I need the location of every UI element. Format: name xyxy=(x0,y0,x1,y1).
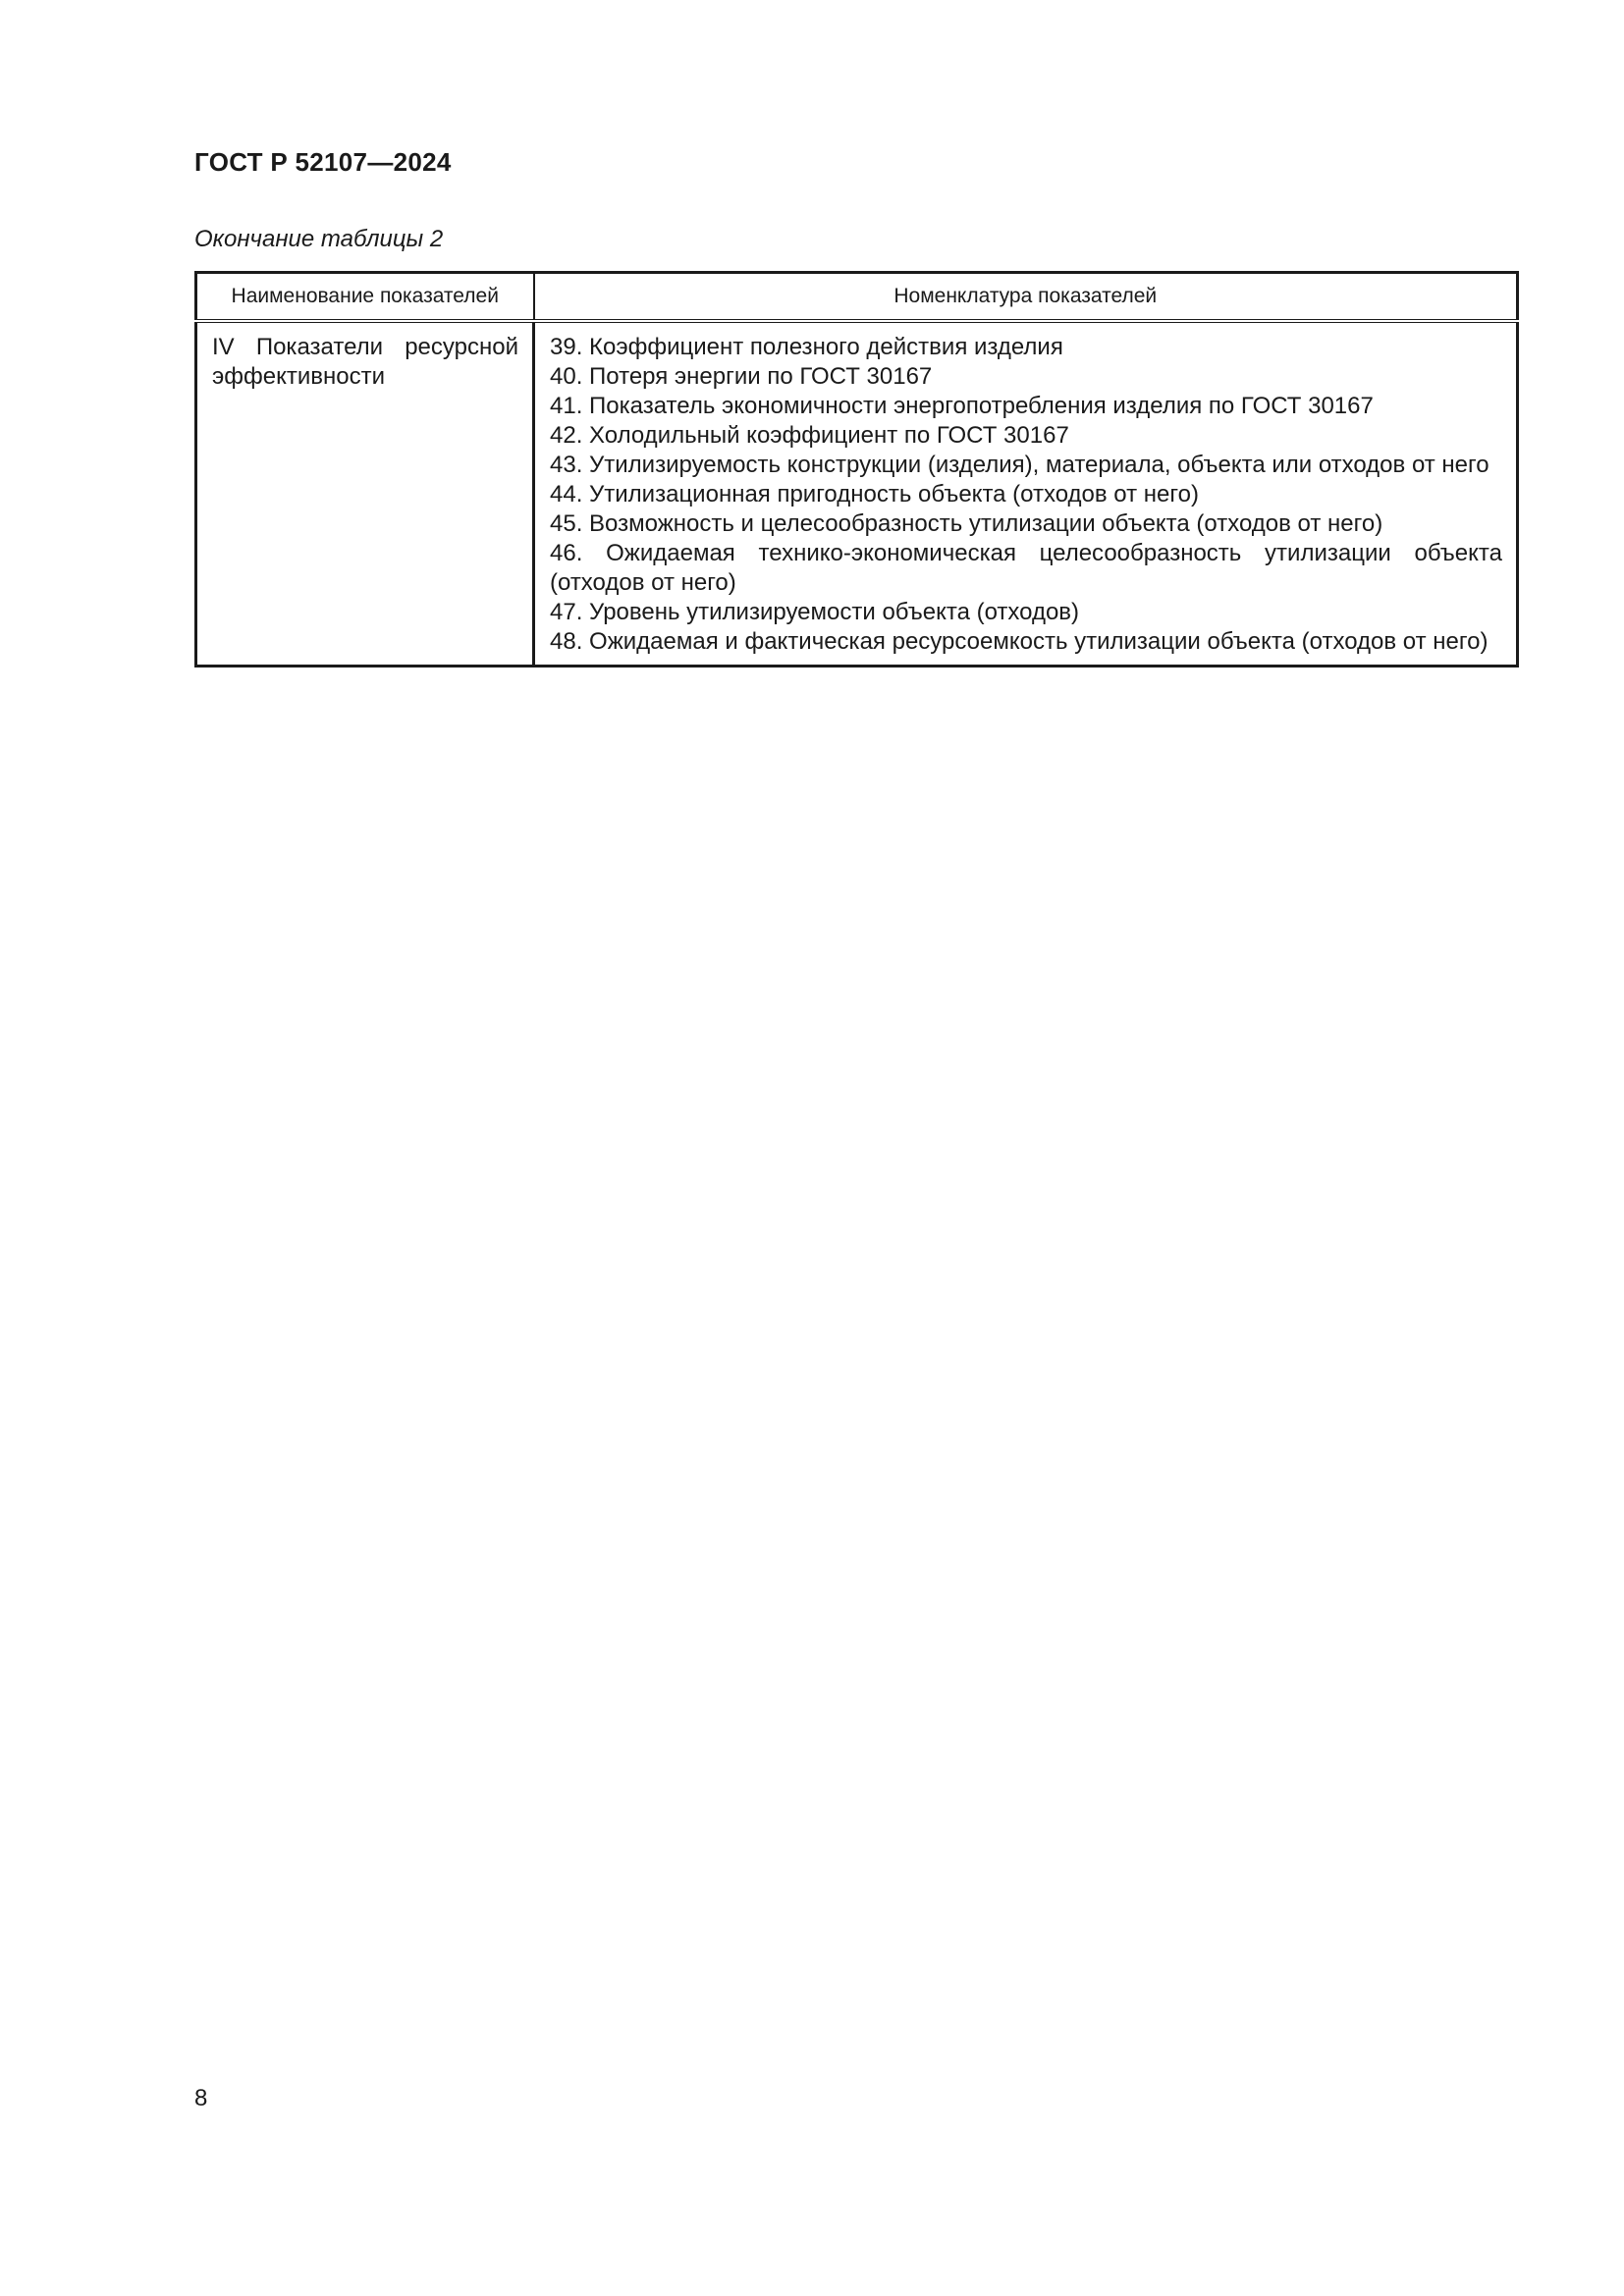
table-caption: Окончание таблицы 2 xyxy=(194,226,444,252)
list-item: 46. Ожидаемая технико-экономическая целесообразность утилизации объекта (отходов от него) xyxy=(550,540,1502,596)
document-code-header: ГОСТ Р 52107—2024 xyxy=(194,147,452,177)
table-row xyxy=(196,321,1518,667)
indicators-table-container xyxy=(194,271,1519,667)
column-header-indicator-name: Наименование показателей xyxy=(196,273,534,322)
indicator-list xyxy=(550,333,1502,657)
list-item: 48. Ожидаемая и фактическая ресурсоемкость утилизации объекта (отходов от него) xyxy=(550,628,1489,655)
list-item: 41. Показатель экономичности энергопотребления изделия по ГОСТ 30167 xyxy=(550,393,1374,419)
list-item: 43. Утилизируемость конструкции (изделия), материала, объекта или отходов от него xyxy=(550,452,1489,478)
list-item: 39. Коэффициент полезного действия изделия xyxy=(550,334,1063,360)
list-item: 45. Возможность и целесообразность утилизации объекта (отходов от него) xyxy=(550,510,1383,537)
table-header-row xyxy=(196,273,1518,322)
list-item: 40. Потеря энергии по ГОСТ 30167 xyxy=(550,363,933,390)
indicator-group-cell: IV Показатели ресурсной эффективности xyxy=(196,321,534,667)
indicator-items-cell xyxy=(534,321,1518,667)
list-item: 47. Уровень утилизируемости объекта (отходов) xyxy=(550,599,1080,625)
list-item: 42. Холодильный коэффициент по ГОСТ 30167 xyxy=(550,422,1069,449)
indicators-table xyxy=(194,271,1519,667)
column-header-indicator-nomenclature: Номенклатура показателей xyxy=(534,273,1518,322)
list-item: 44. Утилизационная пригодность объекта (отходов от него) xyxy=(550,481,1199,507)
page-number: 8 xyxy=(194,2085,208,2111)
